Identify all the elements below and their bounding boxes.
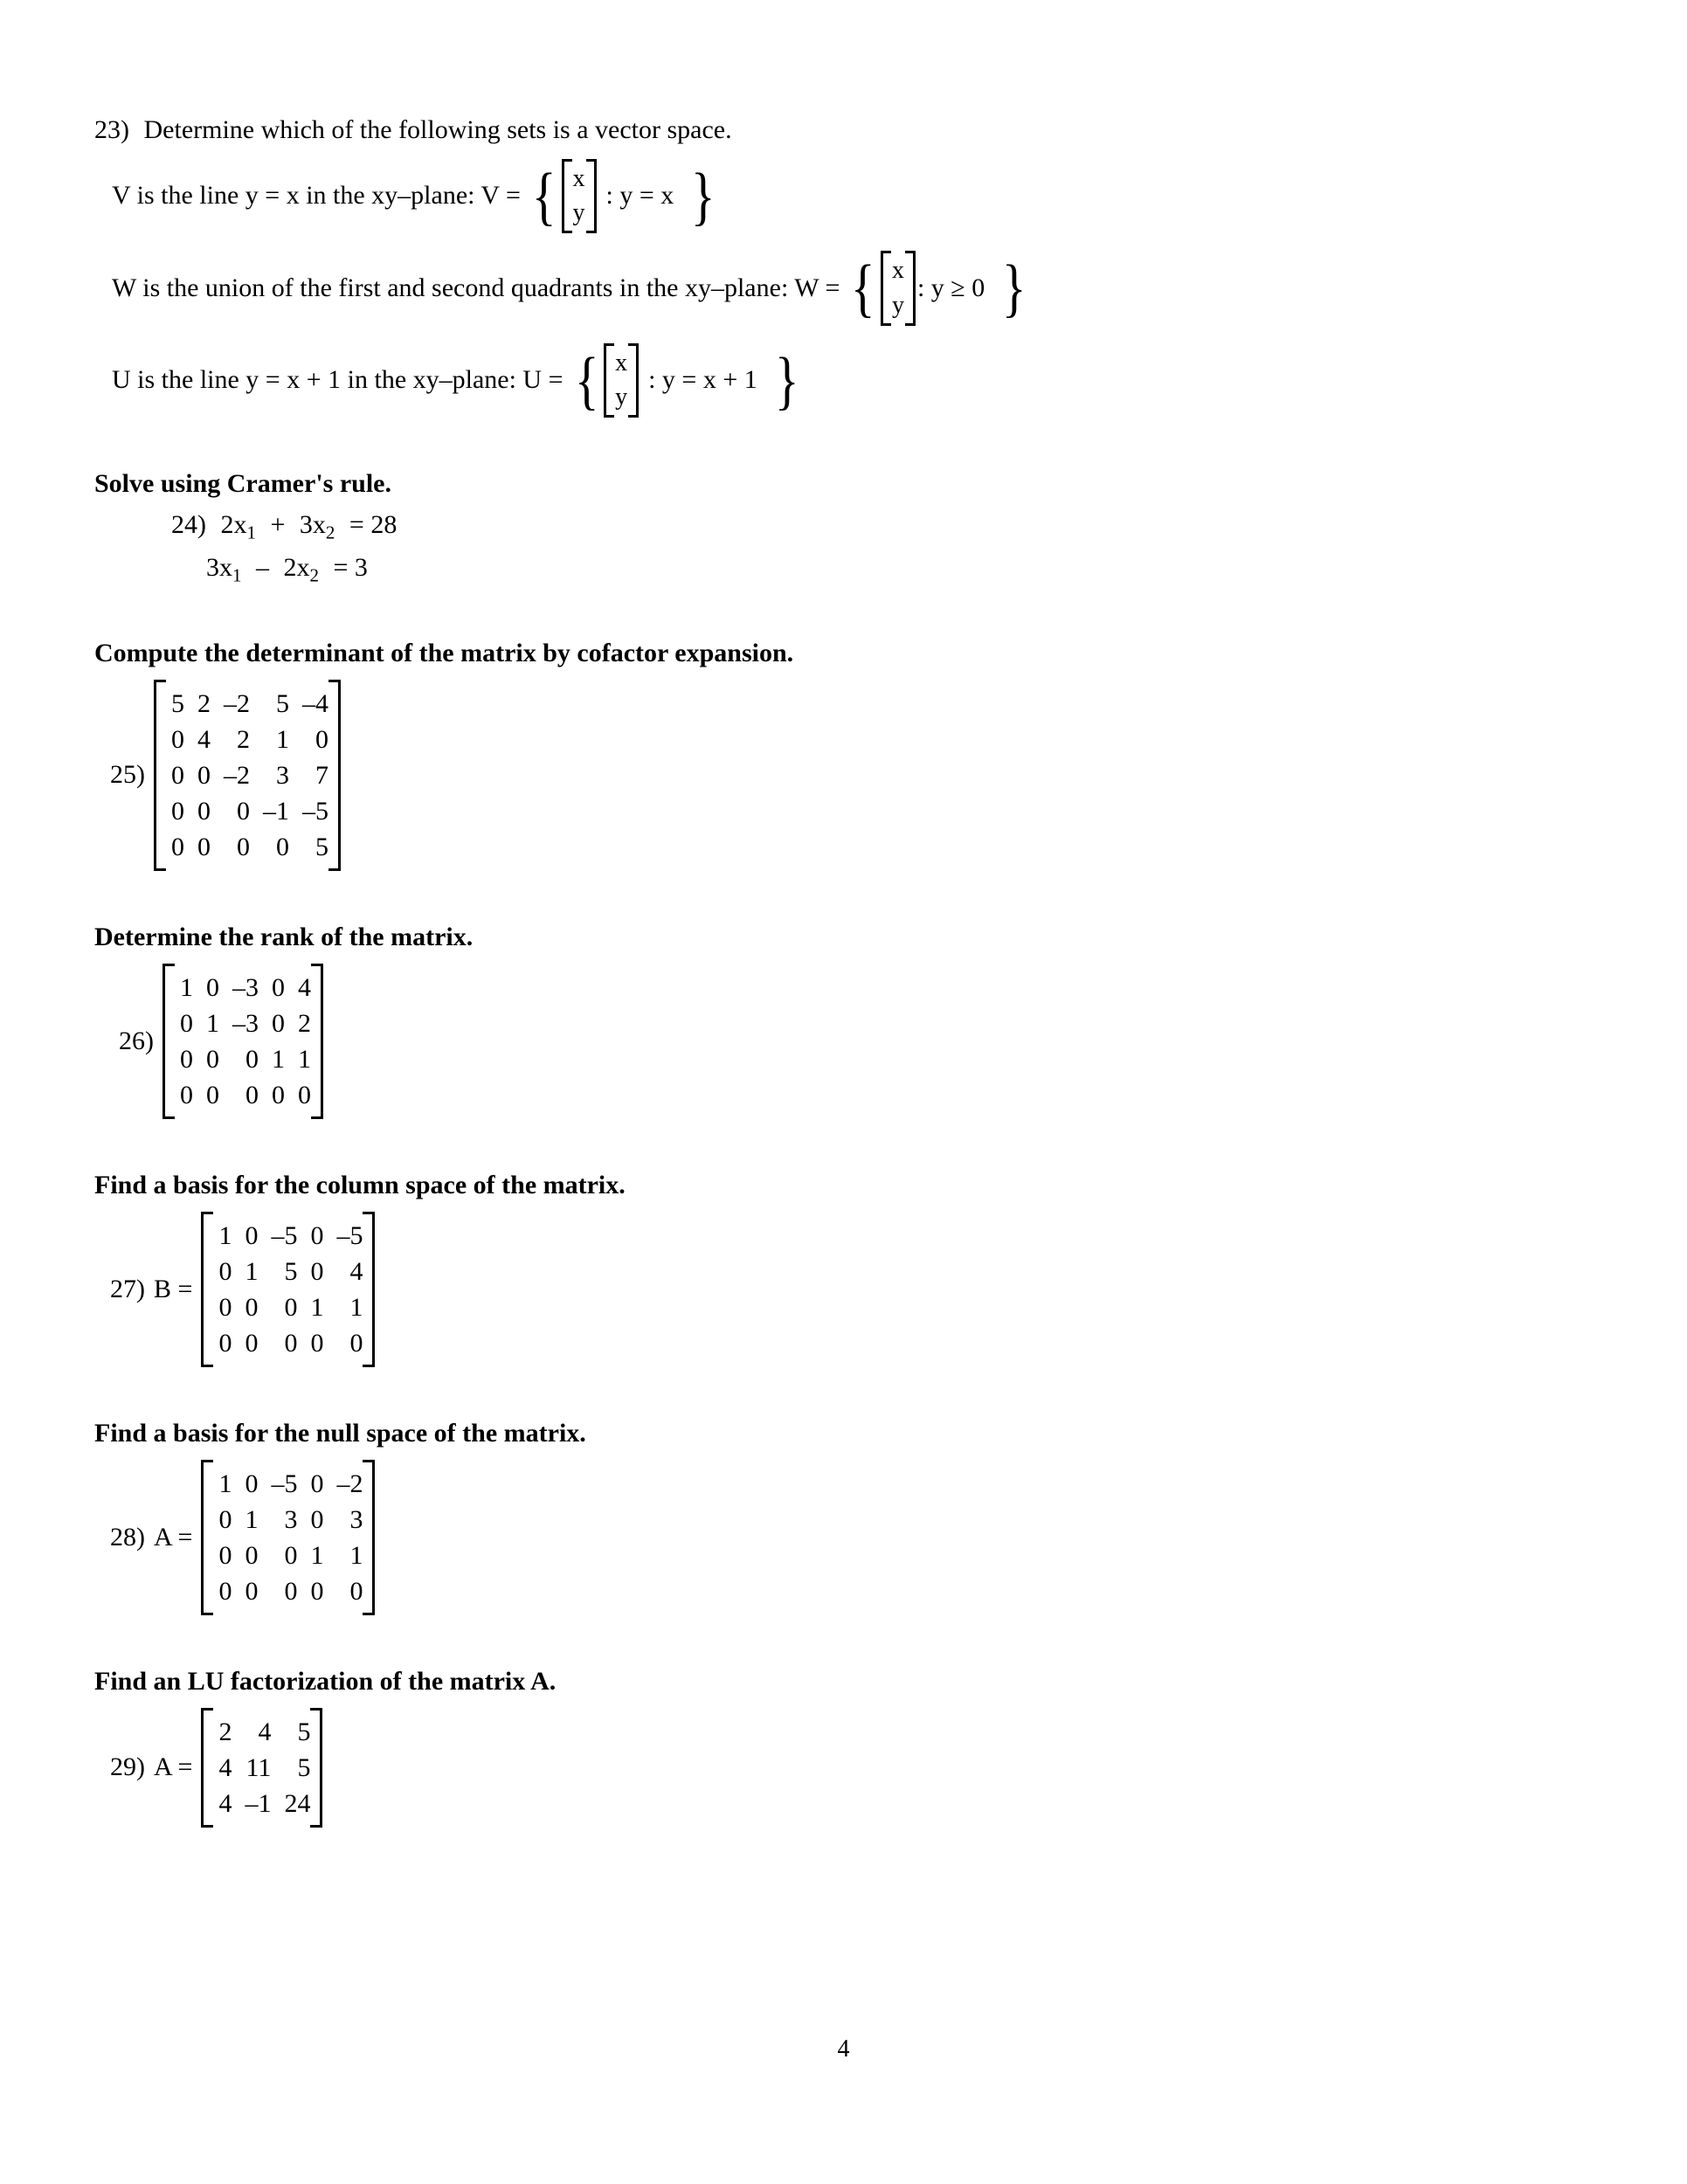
matrix-cell: 0 [310, 1469, 324, 1498]
matrix-cell: 0 [218, 1256, 232, 1286]
equation-1-term-1: 2x [220, 510, 247, 539]
matrix-cell: 5 [171, 688, 184, 718]
matrix-cell: –1 [245, 1788, 272, 1818]
problem-26-number: 26) [119, 1026, 154, 1055]
matrix-cell: –2 [336, 1469, 363, 1498]
matrix-cell: 0 [237, 796, 250, 826]
matrix-cell: 0 [349, 1576, 363, 1606]
matrix-cell: 1 [310, 1292, 324, 1322]
bracket-left-icon [604, 343, 614, 418]
matrix-cell: 1 [298, 1044, 311, 1074]
set-w-condition: : y ≥ 0 [916, 273, 985, 302]
matrix-cell: 0 [310, 1328, 324, 1358]
matrix-cell: 0 [171, 796, 184, 826]
column-vector-w [881, 251, 916, 326]
matrix-cell: 1 [218, 1220, 232, 1250]
matrix-cell: 1 [310, 1540, 324, 1570]
bracket-right-icon [905, 251, 916, 326]
matrix-cell: 1 [180, 972, 193, 1002]
matrix-row [175, 970, 311, 1006]
section-heading-column-space: Find a basis for the column space of the matrix. [94, 1170, 626, 1199]
matrix-row [175, 1041, 311, 1077]
matrix-cell: 0 [310, 1256, 324, 1286]
matrix-cell: 0 [171, 832, 184, 861]
matrix-cell: 1 [349, 1540, 363, 1570]
problem-27-matrix-label: B = [154, 1274, 193, 1303]
matrix-cell: 2 [218, 1717, 232, 1746]
matrix-cell: 1 [272, 1044, 285, 1074]
matrix-cell: 5 [297, 1717, 311, 1746]
matrix-26 [162, 964, 323, 1119]
problem-23-prompt: Determine which of the following sets is a vector space. [143, 115, 732, 144]
matrix-cell: 0 [310, 1504, 324, 1534]
matrix-row [213, 1714, 310, 1750]
vector-entry-x: x [891, 257, 904, 284]
matrix-row [213, 1325, 363, 1361]
matrix-cell: 0 [180, 1008, 193, 1038]
matrix-cell: 0 [245, 1540, 259, 1570]
equation-2-operator: – [256, 552, 269, 582]
problem-27-number: 27) [110, 1274, 145, 1303]
set-definition-v [112, 159, 1597, 234]
matrix-cell: 4 [349, 1256, 363, 1286]
bracket-right-icon [363, 1212, 375, 1367]
bracket-left-icon [881, 251, 891, 326]
bracket-right-icon [586, 159, 597, 234]
matrix-27 [201, 1212, 375, 1367]
matrix-cell: –1 [263, 796, 289, 826]
page-content [94, 114, 1597, 1828]
matrix-28 [201, 1460, 375, 1615]
vector-entry-x: x [615, 349, 628, 377]
matrix-cell: –5 [271, 1220, 298, 1250]
matrix-cell: 11 [245, 1752, 272, 1782]
matrix-cell: 5 [315, 832, 328, 861]
matrix-cell: 3 [284, 1504, 298, 1534]
matrix-cell: 4 [298, 972, 311, 1002]
right-brace-v: } [691, 160, 716, 232]
matrix-cell: 1 [349, 1292, 363, 1322]
matrix-cell: 0 [245, 1469, 259, 1498]
matrix-cell: 0 [284, 1576, 298, 1606]
vector-entry-y: y [891, 291, 904, 319]
matrix-cell: 5 [297, 1752, 311, 1782]
matrix-cell: 0 [197, 832, 211, 861]
matrix-cell: 0 [315, 724, 328, 754]
matrix-cell: 0 [171, 760, 184, 790]
matrix-row [213, 1786, 310, 1821]
problem-28-matrix-label: A = [154, 1522, 193, 1552]
problem-27 [110, 1212, 1597, 1367]
matrix-row [213, 1750, 310, 1786]
matrix-cell: –5 [302, 796, 328, 826]
section-heading-null-space: Find a basis for the null space of the matrix. [94, 1418, 586, 1448]
bracket-left-icon [201, 1212, 213, 1367]
set-v-lead: V is the line y = x in the xy–plane: V = [112, 181, 521, 211]
vector-entry-x: x [572, 164, 585, 192]
matrix-cell: 4 [218, 1788, 232, 1818]
equation-2-sub-2: 2 [309, 564, 319, 586]
problem-25-number: 25) [110, 760, 145, 790]
set-w-lead: W is the union of the first and second quadrants in the xy–plane: W = [112, 273, 840, 302]
matrix-cell: 24 [284, 1788, 311, 1818]
matrix-cell: 0 [245, 1044, 259, 1074]
matrix-row [166, 793, 328, 829]
left-brace-w: { [851, 252, 876, 325]
matrix-cell: 0 [218, 1576, 232, 1606]
equation-2-sub-1: 1 [232, 564, 242, 586]
matrix-cell: 0 [276, 832, 289, 861]
bracket-left-icon [154, 680, 166, 871]
matrix-cell: 0 [272, 1008, 285, 1038]
bracket-left-icon [201, 1708, 213, 1828]
matrix-cell: –4 [302, 688, 328, 718]
problem-24-number: 24) [171, 510, 206, 539]
column-vector-u [604, 343, 639, 418]
matrix-cell: 0 [272, 1080, 285, 1109]
bracket-right-icon [311, 964, 323, 1119]
matrix-row [213, 1502, 363, 1538]
matrix-cell: 4 [258, 1717, 272, 1746]
set-definition-u [112, 343, 1597, 418]
matrix-cell: 2 [237, 724, 250, 754]
problem-28-number: 28) [110, 1522, 145, 1552]
vector-entry-y: y [572, 199, 585, 227]
problem-23-number: 23) [94, 115, 129, 144]
equation-1-term-2: 3x [299, 510, 326, 539]
matrix-cell: 0 [310, 1576, 324, 1606]
matrix-cell: 0 [284, 1540, 298, 1570]
matrix-cell: –5 [336, 1220, 363, 1250]
matrix-cell: 0 [349, 1328, 363, 1358]
section-heading-rank: Determine the rank of the matrix. [94, 922, 474, 951]
equation-1-sub-2: 2 [325, 522, 335, 543]
matrix-cell: 5 [276, 688, 289, 718]
matrix-cell: –5 [271, 1469, 298, 1498]
matrix-row [166, 829, 328, 865]
matrix-cell: –2 [224, 760, 250, 790]
page-number: 4 [837, 2035, 850, 2063]
matrix-cell: 1 [245, 1504, 259, 1534]
set-u-condition: : y = x + 1 [648, 365, 757, 395]
matrix-cell: 0 [197, 796, 211, 826]
matrix-cell: –3 [232, 972, 259, 1002]
matrix-row [213, 1289, 363, 1325]
equation-1-sub-1: 1 [246, 522, 256, 543]
matrix-cell: 0 [180, 1044, 193, 1074]
right-brace-w: } [1002, 252, 1027, 325]
bracket-left-icon [562, 159, 572, 234]
set-v-condition: : y = x [605, 181, 674, 211]
matrix-row [175, 1077, 311, 1113]
matrix-cell: 0 [284, 1292, 298, 1322]
matrix-cell: 4 [218, 1752, 232, 1782]
matrix-row [213, 1573, 363, 1609]
matrix-cell: 0 [206, 1044, 219, 1074]
matrix-cell: 0 [206, 972, 219, 1002]
matrix-row [213, 1538, 363, 1573]
left-brace-u: { [574, 344, 599, 417]
matrix-cell: 0 [298, 1080, 311, 1109]
matrix-row [213, 1466, 363, 1502]
matrix-cell: 4 [197, 724, 211, 754]
problem-29-matrix-label: A = [154, 1752, 193, 1782]
matrix-cell: –3 [232, 1008, 259, 1038]
bracket-right-icon [310, 1708, 322, 1828]
matrix-cell: 0 [237, 832, 250, 861]
problem-29-number: 29) [110, 1752, 145, 1782]
matrix-cell: 0 [245, 1576, 259, 1606]
equation-2-rhs: = 3 [333, 552, 368, 582]
matrix-cell: 0 [218, 1328, 232, 1358]
matrix-cell: 0 [218, 1292, 232, 1322]
matrix-cell: 0 [171, 724, 184, 754]
set-u-lead: U is the line y = x + 1 in the xy–plane: U = [112, 365, 563, 395]
matrix-cell: 0 [245, 1292, 259, 1322]
set-definition-w [112, 251, 1597, 326]
matrix-cell: 2 [298, 1008, 311, 1038]
problem-23 [94, 114, 1597, 147]
matrix-cell: –2 [224, 688, 250, 718]
left-brace-v: { [531, 160, 557, 232]
problem-24-line-1 [171, 508, 1597, 544]
matrix-cell: 0 [218, 1540, 232, 1570]
matrix-cell: 5 [284, 1256, 298, 1286]
matrix-cell: 0 [272, 972, 285, 1002]
right-brace-u: } [774, 344, 799, 417]
equation-1-rhs: = 28 [349, 510, 398, 539]
column-vector-v [562, 159, 597, 234]
matrix-cell: 1 [218, 1469, 232, 1498]
matrix-row [213, 1254, 363, 1289]
matrix-row [166, 686, 328, 722]
matrix-cell: 1 [276, 724, 289, 754]
matrix-row [213, 1218, 363, 1254]
matrix-cell: 7 [315, 760, 328, 790]
matrix-row [166, 722, 328, 757]
equation-2-term-1: 3x [206, 552, 232, 582]
matrix-cell: 0 [206, 1080, 219, 1109]
problem-25 [110, 680, 1597, 871]
section-heading-cramer: Solve using Cramer's rule. [94, 469, 391, 498]
matrix-cell: 0 [218, 1504, 232, 1534]
bracket-left-icon [201, 1460, 213, 1615]
bracket-right-icon [328, 680, 341, 871]
matrix-row [166, 757, 328, 793]
matrix-cell: 0 [245, 1080, 259, 1109]
equation-2-term-2: 2x [283, 552, 310, 582]
bracket-right-icon [363, 1460, 375, 1615]
matrix-cell: 2 [197, 688, 211, 718]
problem-26 [119, 964, 1597, 1119]
matrix-cell: 3 [349, 1504, 363, 1534]
bracket-right-icon [628, 343, 639, 418]
bracket-left-icon [162, 964, 175, 1119]
matrix-row [175, 1006, 311, 1041]
matrix-cell: 0 [310, 1220, 324, 1250]
matrix-25 [154, 680, 341, 871]
matrix-cell: 0 [284, 1328, 298, 1358]
section-heading-lu: Find an LU factorization of the matrix A. [94, 1666, 557, 1696]
section-heading-determinant: Compute the determinant of the matrix by cofactor expansion. [94, 638, 794, 667]
problem-28 [110, 1460, 1597, 1615]
matrix-cell: 1 [206, 1008, 219, 1038]
matrix-cell: 0 [180, 1080, 193, 1109]
problem-29 [110, 1708, 1597, 1828]
vector-entry-y: y [615, 384, 628, 411]
equation-1-operator: + [270, 510, 286, 539]
matrix-29 [201, 1708, 322, 1828]
matrix-cell: 0 [245, 1220, 259, 1250]
matrix-cell: 3 [276, 760, 289, 790]
problem-24-line-2 [206, 551, 1597, 587]
matrix-cell: 0 [197, 760, 211, 790]
matrix-cell: 0 [245, 1328, 259, 1358]
matrix-cell: 1 [245, 1256, 259, 1286]
